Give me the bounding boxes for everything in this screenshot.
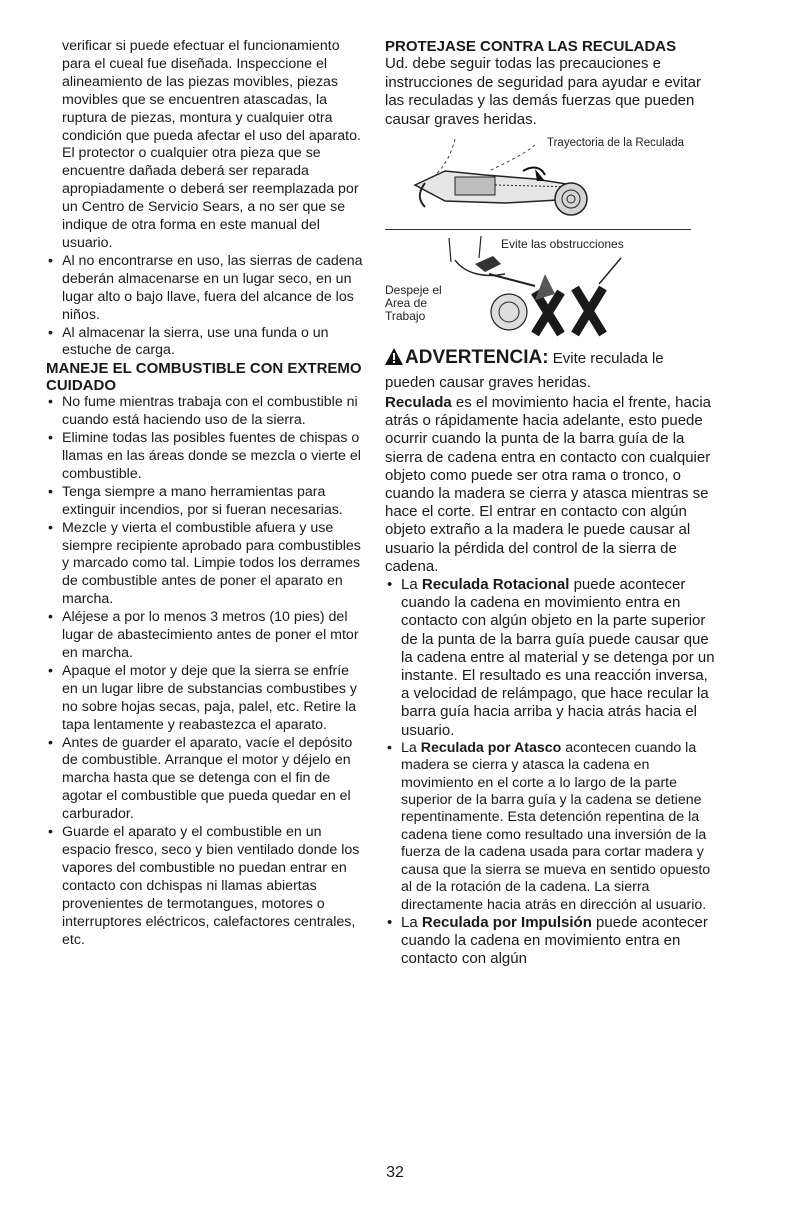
list-item — [385, 576, 715, 740]
list-item: • No fume mientras trabaja con el combustible ni cuando está haciendo uso de la sierra. — [46, 394, 368, 430]
list-item: • Tenga siempre a mano herramientas para extinguir incendios, por si fueran necesarias. — [46, 484, 368, 520]
warning-triangle-icon — [385, 348, 403, 370]
trajectory-label: Trayectoria de la Reculada — [547, 137, 685, 149]
type-term: Reculada por Atasco — [420, 739, 562, 756]
list-item: • Al almacenar la sierra, use una funda o un estuche de carga. — [46, 325, 368, 361]
kickback-trajectory-figure — [385, 135, 691, 223]
warning-paragraph — [385, 346, 715, 394]
list-item: • Antes de guarder el aparato, vacíe el depósito de combustible. Arranque el motor y déjelo en marcha hasta que se detenga con el fin de agotar el combustible que pueda quedar en el carburador. — [46, 735, 368, 825]
type-term: Reculada por Impulsión — [421, 913, 592, 931]
list-item: • Elimine todas las posibles fuentes de chispas o llamas en las áreas donde se mezcla o vierte el combustible. — [46, 430, 368, 484]
type-prefix: La — [401, 739, 421, 756]
list-item: • Mezcle y vierta el combustible afuera y use siempre recipiente aprobado para combustibles y marcado como tal. Limpie todos los derrames de combustible antes de poner el aparato en marcha. — [46, 520, 368, 610]
avoid-label: Evite las obstrucciones — [501, 237, 624, 251]
type-prefix: La — [401, 913, 422, 931]
kickback-heading: PROTEJASE CONTRA LAS RECULADAS — [385, 38, 677, 55]
type-text: puede acontecer cuando la cadena en movimiento entra en contacto con algún objeto en la parte superior de la punta de la barra guía puede causar que la cadena entre al material y se detenga por un instante. El resultado es una reacción inversa, a velocidad de relámpago, que hace recular la barra guía hacia arriba y hacia atrás hacia el usuario. — [401, 576, 715, 739]
type-term: Reculada Rotacional — [421, 576, 570, 594]
obstruction-figure — [385, 234, 691, 338]
warning-word: ADVERTENCIA: — [405, 347, 549, 368]
clear-area-label: Despeje el Area de Trabajo — [385, 283, 442, 323]
kickback-intro: Ud. debe seguir todas las precauciones e instrucciones de seguridad para ayudar e evitar las reculadas y las demás fuerzas que pueden causar graves heridas. — [385, 55, 702, 128]
kickback-term: Reculada — [385, 394, 452, 411]
figure-divider — [385, 229, 691, 230]
list-item — [385, 740, 715, 914]
list-item: • Aléjese a por lo menos 3 metros (10 pies) del lugar de abastecimiento antes de poner el mtor en marcha. — [46, 609, 368, 663]
type-text: puede acontecer cuando la cadena en movimiento entra en contacto con algún — [401, 913, 708, 968]
list-item — [385, 914, 715, 969]
inspection-paragraph: verificar si puede efectuar el funcionamiento para el cueal fue diseñada. Inspeccione el alineamiento de las piezas movibles, piezas movibles que se encuentren atascadas, la ruptura de piezas, montura y cualquier otra condición que pueda afectar el uso del aparato. El protector o cualquier otra pieza que se encuentre dañada deberá ser reparada apropiadamente o deberá ser reemplazada por un Centro de Servicio Sears, a no ser que se indique de otra forma en este manual del usuario. — [62, 38, 361, 251]
storage-list — [46, 253, 368, 360]
list-item: • Guarde el aparato y el combustible en un espacio fresco, seco y bien ventilado donde los vapores del combustible no puedan entrar en contacto con dchispas ni llamas abiertas provenientes de termotangues, motores o interruptores eléctricos, calefactores centrales, etc. — [46, 824, 368, 949]
kickback-definition — [385, 394, 715, 576]
kickback-definition-text: es el movimiento hacia el frente, hacia atrás o rápidamente hacia adelante, esto puede ocurrir cuando la punta de la barra guía de la sierra de cadena entra en contacto con cualquier objeto como puede ser otra rama o tronco, o cuando la madera se cierra y atasca mientras se hace el corte. El entrar en contacto con algún objeto extraño a la madera le puede causar al usuario la pérdida del control de la sierra de cadena. — [385, 394, 712, 575]
type-prefix: La — [401, 576, 422, 594]
kickback-types-list — [385, 576, 715, 969]
warning-tail: Evite reculada le pueden causar graves heridas. — [385, 350, 664, 391]
fuel-list — [46, 394, 368, 949]
page-number: 32 — [386, 1164, 404, 1181]
list-item: • Al no encontrarse en uso, las sierras de cadena deberán almacenarse en un lugar seco, en un lugar alto o bajo llave, fuera del alcance de los niños. — [46, 253, 368, 325]
fuel-heading: MANEJE EL COMBUSTIBLE CON EXTREMO CUIDADO — [46, 360, 362, 395]
left-column — [46, 38, 368, 949]
list-item: • Apaque el motor y deje que la sierra se enfríe en un lugar libre de substancias combustibes y no sobre hojas secas, paja, palel, etc. Retire la tapa lentamente y reabastezca el aparato. — [46, 663, 368, 735]
type-text: acontecen cuando la madera se cierra y atasca la cadena en movimiento en el corte a lo largo de la parte superior de la barra guía y la cadena se detiene repentinamente. Esta detención repentina de la cadena tiene como resultado una inversión de la fuerza de la cadena usada para cortar madera y causa que la sierra se mueva en sentido opuesto al de la rotación de la cadena. La sierra directamente hacia atrás en dirección al usuario. — [401, 739, 711, 913]
right-column — [385, 38, 715, 969]
